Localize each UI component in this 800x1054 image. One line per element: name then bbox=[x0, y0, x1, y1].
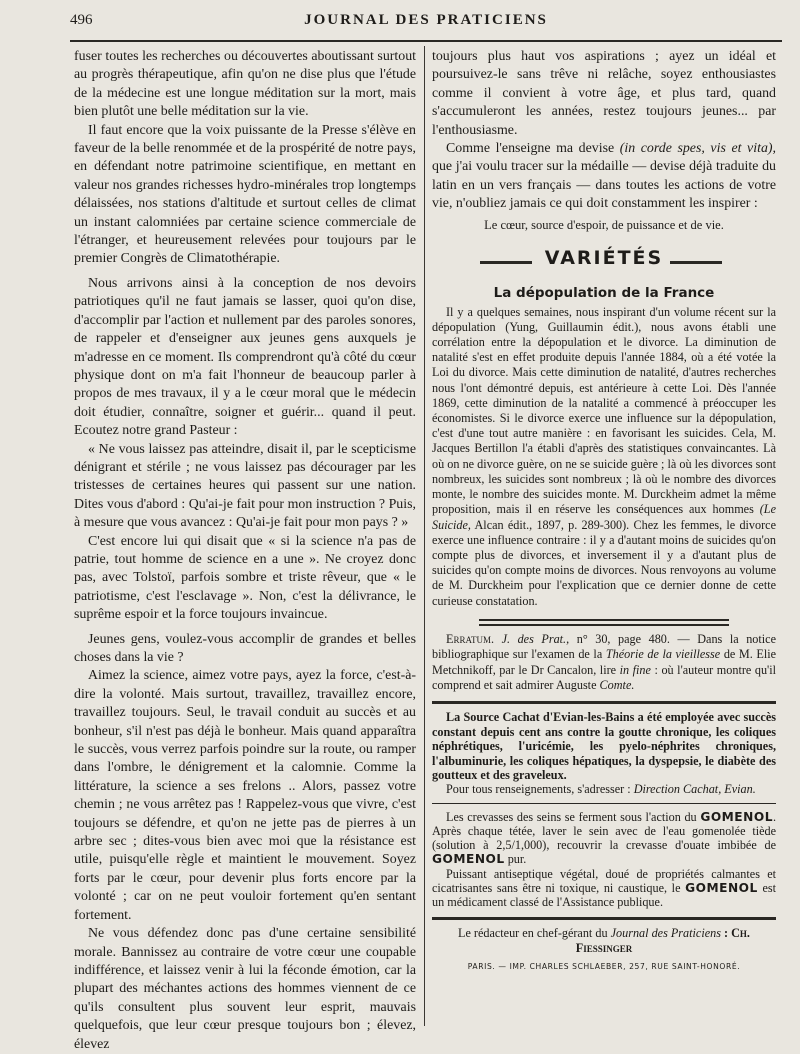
paragraph: C'est encore lui qui disait que « si la science n'a pas de patrie, tout homme de science en a une ». Ne croyez donc pas, avec Tolstoï, parfois sombre et triste rêveur, que « le patriotisme, c'est l'esclavage ». Non, c'est la délivrance, le suprême espoir et la force toujours invaincue. bbox=[74, 533, 416, 623]
article-paragraph bbox=[432, 305, 776, 609]
paragraph: Ne vous défendez donc pas d'une certaine sensibilité morale. Bannissez au contraire de votre cœur une coupable indifférence, et laissez venir à lui la féconde émotion, car la plupart des méchantes actions des hommes viennent de ce qu'ils consultent plus souvent leur esprit, mauvais quelquefois, que leur cœur presque toujours bon ; élevez, élevez bbox=[74, 926, 416, 1052]
printer-line: PARIS. — IMP. CHARLES SCHLAEBER, 257, RUE SAINT-HONORÉ. bbox=[467, 962, 741, 972]
erratum-infine: in fine bbox=[619, 662, 651, 677]
ad-rule bbox=[432, 803, 776, 804]
erratum-book: Théorie de la vieillesse bbox=[605, 647, 721, 662]
ad-text: est un médicament classé de l'Assistance publique. bbox=[432, 880, 776, 909]
erratum-label: Erratum. bbox=[446, 631, 494, 646]
erratum-text: n° 30, page 480. — Dans la notice bibliographique sur l'examen de la bbox=[432, 631, 776, 662]
page-number: 496 bbox=[70, 12, 93, 28]
right-column bbox=[432, 48, 776, 971]
article-text: Il y a quelques semaines, nous inspirant d'un volume récent sur la dépopulation (Yung, Guillaumin édit.), nous avons établi une corrélation entre la dépopulation et le divorce. La diminution de natalité s'est en effet produite depuis l'année 1884, où a été votée la Loi du divorce. Mais cette diminution de natalité, d'autres recherches nous l'ont démontré depuis, est antérieure à cette Loi. Dès l'année 1869, cette diminution de la natalité a commencé à préoccuper les économistes. Si le divorce exerce une influence sur la dépopulation, c'est d'une tout autre manière : en favorisant les suicides. Cela, M. Jacques Bertillon l'a établi d'après des statistiques convaincantes. Là où on ne divorce guère, on ne se suicide guère ; là où les divorces sont nombreux, les suicides sont nombreux ; là où le nombre des divorces monte, le nombre des suicides monte. M. Durckheim admet la même proposition, mais il en réserve les conséquences aux hommes bbox=[432, 304, 776, 517]
left-column bbox=[74, 48, 416, 1054]
footer-rule bbox=[432, 917, 776, 920]
editor-name: : Ch. Fiessinger bbox=[575, 926, 750, 956]
ad-text: a été employée avec succès constant depuis cent ans contre la goutte chronique, les coliques néphrétiques, l'uricémie, les pyelo-néphrites chroniques, l'albuminurie, les coliques hépatiques, la dyspepsie, le diabète des goutteux et des graveleux. bbox=[432, 710, 776, 782]
cachat-ad bbox=[432, 710, 776, 782]
section-heading bbox=[432, 243, 776, 283]
ad-brand: GOMENOL bbox=[700, 809, 773, 824]
ad-text: Les crevasses des seins se ferment sous l'action du bbox=[446, 809, 697, 824]
paragraph: Aimez la science, aimez votre pays, ayez la force, c'est-à-dire la volonté. Mais surtout, travaillez, travaillez encore, travaillez toujours. Seul, le travail conduit au succès et au bonheur, s'il n'est pas déjà le bonheur. Mais quand apparaîtra le succès, vous verrez parfois poindre sur la route, ou ramper dans l'ombre, le dénigrement et la calomnie. Comme la littérature, la science a ses frelons .. Alors, passez votre chemin ; ne vous arrêtez pas ! Rappelez-vous que vivre, c'est toujours se défendre, et qu'on ne jette pas de pierres à un arbre sec ; dites-vous bien avec moi que la résistance est utile, puisqu'elle règle et maintient le mouvement. Soyez forts par le cœur, pour devenir plus forts encore par la volonté ; car on ne peut vouloir fortement qu'en sentant fortement. bbox=[74, 668, 416, 923]
ad-rule bbox=[432, 701, 776, 704]
cachat-contact bbox=[432, 782, 776, 796]
ad-text: . Après chaque tétée, laver le sein avec de l'eau gomenolée tiède (solution à 2,5/1,000), recouvrir la crevasse d'ouate imbibée de bbox=[432, 809, 777, 853]
column-divider bbox=[424, 46, 425, 1026]
ad-text: pur. bbox=[507, 852, 527, 867]
paragraph: toujours plus haut vos aspirations ; ayez un idéal et poursuivez-le sans trêve ni relâche, soyez enthousiastes comme il convient à votre âge, et plus tard, quand s'accumuleront les années, restez toujours jeunes... par l'enthousiasme. bbox=[432, 49, 776, 138]
ad-brand: GOMENOL bbox=[432, 852, 505, 867]
paragraph-text: que j'ai voulu tracer sur la médaille — devise déjà traduite du latin en un vers français — dans toutes les actions de votre vie, n'oubliez jamais ce qui doit constamment les inspirer : bbox=[432, 159, 776, 212]
journal-title: JOURNAL DES PRATICIENS bbox=[304, 12, 548, 28]
gomenol-ad bbox=[432, 867, 776, 910]
paragraph: Il faut encore que la voix puissante de la Presse s'élève en faveur de la belle renommée et de la prospérité de notre pays, en défendant notre patrimoine scientifique, en mettant en valeur nos grandes richesses hydro-minérales trop longtemps délaissées, nos stations d'altitude et surtout celles de climat un instant calomniées par certaine science commerciale de l'étranger, et heureusement relevées pour toujours par le premier Congrès de Climatothérapie. bbox=[74, 122, 416, 267]
paragraph-text: Comme l'enseigne ma devise bbox=[446, 141, 615, 157]
book-reference: (Le Suicide, bbox=[432, 502, 776, 532]
erratum-text: : où l'auteur montre qu'il comprend et sait admirer Auguste bbox=[432, 662, 777, 692]
ad-address: Direction Cachat, Evian. bbox=[633, 782, 756, 797]
erratum-comte: Comte. bbox=[599, 677, 635, 692]
erratum-text: de M. Elie Metchnikoff, par le Dr Cancalon, lire bbox=[432, 647, 777, 677]
page-header bbox=[70, 12, 782, 34]
header-rule bbox=[70, 40, 782, 42]
article-title: La dépopulation de la France bbox=[493, 284, 715, 301]
double-rule bbox=[479, 619, 729, 626]
motto-verse: Le cœur, source d'espoir, de puissance et de vie. bbox=[484, 217, 724, 232]
editor-line bbox=[432, 926, 776, 956]
paragraph bbox=[432, 140, 776, 214]
erratum-journal: J. des Prat., bbox=[501, 631, 570, 646]
paragraph: « Ne vous laissez pas atteindre, disait il, par le scepticisme dénigrant et stérile ; ne vous laissez pas décourager par les tristesses de certaines heures qui passent sur une nation. Dites vous d'abord : Qu'ai-je fait pour mon instruction ? Puis, à mesure que vous avancez : Qu'ai-je fait pour mon pays ? » bbox=[74, 441, 416, 531]
article-text: Alcan édit., 1897, p. 289-300). Chez les femmes, le divorce exerce une influence contraire : il y a d'autant moins de suicides qu'on compte plus de divorces, et inversement il y a d'autant plus de suicides qu'on compte moins de divorces. Nous renvoyons au volume de M. Durckheim pour l'explication que ce dernier donne de cette curieuse constatation. bbox=[432, 517, 776, 608]
paragraph: Nous arrivons ainsi à la conception de nos devoirs patriotiques qu'il ne faut jamais se lasser, quoi qu'on dise, d'accomplir par l'action et nullement par des paroles sonores, de rappeler et d'enseigner aux jeunes gens auxquels je m'adresse en ce moment. Ils comprendront qu'à côté du cœur physique dont on m'a fait l'honneur de beaucoup parler à propos de mes travaux, il y a le cœur moral que le médecin doit étudier, connaître, soigner et guérir... quand il peut. Ecoutez notre grand Pasteur : bbox=[74, 275, 416, 439]
section-title: VARIÉTÉS bbox=[544, 246, 664, 269]
ad-text: Pour tous renseignements, s'adresser : bbox=[446, 782, 631, 797]
paragraph: fuser toutes les recherches ou découvertes aboutissant surtout au progrès thérapeutique, afin qu'on ne dise plus que l'étude de la médecine est une longue méditation sur la mort, mais bien plutôt une belle méditation sur la vie. bbox=[74, 49, 416, 120]
motto: (in corde spes, vis et vita), bbox=[619, 141, 776, 157]
erratum bbox=[432, 632, 776, 694]
editor-journal: Journal des Praticiens bbox=[610, 926, 721, 941]
gomenol-ad bbox=[432, 810, 776, 867]
ad-brand: GOMENOL bbox=[685, 880, 758, 895]
ad-text: Puissant antiseptique végétal, doué de propriétés calmantes et cicatrisantes sans être ni toxique, ni caustique, le bbox=[432, 866, 776, 895]
editor-text: Le rédacteur en chef-gérant du bbox=[458, 926, 608, 941]
paragraph: Jeunes gens, voulez-vous accomplir de grandes et belles choses dans la vie ? bbox=[74, 631, 416, 665]
ad-brand: La Source Cachat d'Evian-les-Bains bbox=[446, 710, 635, 725]
